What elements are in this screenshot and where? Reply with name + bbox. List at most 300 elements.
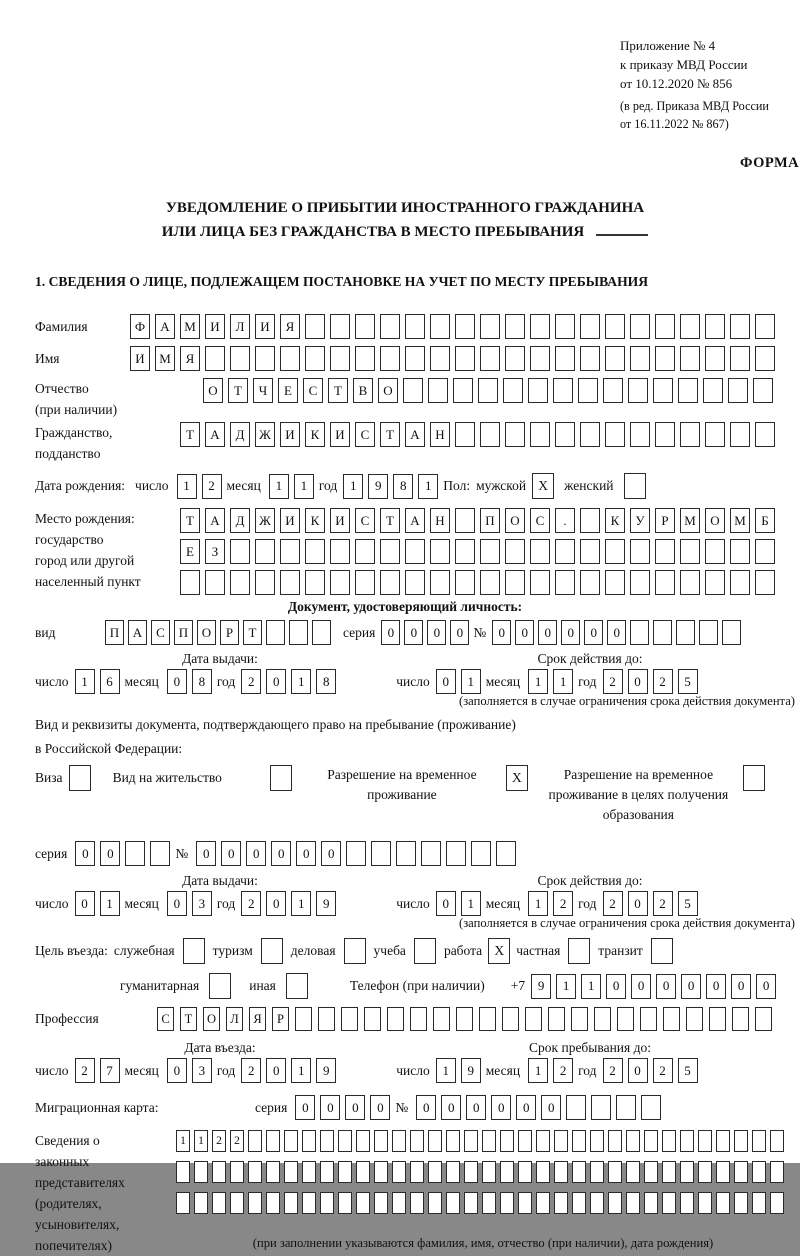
birth-year-input[interactable] xyxy=(343,474,443,499)
doc-issue-day[interactable] xyxy=(75,669,125,694)
char-cell[interactable] xyxy=(518,1161,532,1183)
char-cell[interactable] xyxy=(405,314,425,339)
char-cell[interactable]: 0 xyxy=(167,1058,187,1083)
char-cell[interactable]: 0 xyxy=(381,620,400,645)
char-cell[interactable]: 0 xyxy=(427,620,446,645)
char-cell[interactable] xyxy=(455,570,475,595)
char-cell[interactable] xyxy=(655,570,675,595)
char-cell[interactable] xyxy=(705,422,725,447)
char-cell[interactable] xyxy=(230,1192,244,1214)
char-cell[interactable] xyxy=(410,1130,424,1152)
char-cell[interactable] xyxy=(455,508,475,533)
purpose-tourism-checkbox[interactable] xyxy=(261,938,283,964)
char-cell[interactable] xyxy=(410,1161,424,1183)
char-cell[interactable]: Т xyxy=(243,620,262,645)
char-cell[interactable] xyxy=(548,1007,565,1031)
char-cell[interactable] xyxy=(230,1161,244,1183)
entry-day[interactable] xyxy=(75,1058,125,1083)
char-cell[interactable]: 0 xyxy=(436,891,456,916)
char-cell[interactable]: 1 xyxy=(269,474,289,499)
char-cell[interactable]: 1 xyxy=(176,1130,190,1152)
char-cell[interactable] xyxy=(555,346,575,371)
char-cell[interactable] xyxy=(518,1192,532,1214)
char-cell[interactable] xyxy=(338,1192,352,1214)
char-cell[interactable]: Р xyxy=(655,508,675,533)
char-cell[interactable]: М xyxy=(155,346,175,371)
char-cell[interactable]: 2 xyxy=(603,1058,623,1083)
char-cell[interactable] xyxy=(554,1130,568,1152)
char-cell[interactable]: З xyxy=(205,539,225,564)
residence-number-input[interactable] xyxy=(196,841,521,866)
char-cell[interactable] xyxy=(380,346,400,371)
char-cell[interactable] xyxy=(678,378,698,403)
char-cell[interactable] xyxy=(680,1161,694,1183)
char-cell[interactable] xyxy=(528,378,548,403)
char-cell[interactable]: Я xyxy=(249,1007,266,1031)
char-cell[interactable]: 2 xyxy=(553,891,573,916)
char-cell[interactable]: В xyxy=(353,378,373,403)
representatives-row2-input[interactable] xyxy=(176,1161,790,1183)
residence-expiry-month[interactable] xyxy=(528,891,578,916)
char-cell[interactable] xyxy=(603,378,623,403)
char-cell[interactable] xyxy=(318,1007,335,1031)
char-cell[interactable] xyxy=(455,422,475,447)
purpose-study-checkbox[interactable] xyxy=(414,938,436,964)
char-cell[interactable] xyxy=(230,346,250,371)
char-cell[interactable]: 1 xyxy=(291,669,311,694)
char-cell[interactable] xyxy=(536,1192,550,1214)
char-cell[interactable]: 0 xyxy=(628,669,648,694)
visa-checkbox[interactable] xyxy=(69,765,91,791)
char-cell[interactable] xyxy=(410,1192,424,1214)
char-cell[interactable] xyxy=(266,1161,280,1183)
char-cell[interactable] xyxy=(630,346,650,371)
char-cell[interactable]: Т xyxy=(380,508,400,533)
representatives-row1-input[interactable] xyxy=(176,1130,790,1152)
char-cell[interactable]: 1 xyxy=(75,669,95,694)
char-cell[interactable] xyxy=(605,570,625,595)
char-cell[interactable] xyxy=(405,570,425,595)
char-cell[interactable]: 1 xyxy=(194,1130,208,1152)
purpose-other-checkbox[interactable] xyxy=(286,973,308,999)
char-cell[interactable] xyxy=(626,1161,640,1183)
char-cell[interactable] xyxy=(355,314,375,339)
char-cell[interactable] xyxy=(212,1161,226,1183)
char-cell[interactable] xyxy=(302,1192,316,1214)
char-cell[interactable] xyxy=(482,1192,496,1214)
birth-day-input[interactable] xyxy=(177,474,227,499)
char-cell[interactable] xyxy=(405,539,425,564)
char-cell[interactable]: 7 xyxy=(100,1058,120,1083)
char-cell[interactable]: 0 xyxy=(196,841,216,866)
char-cell[interactable] xyxy=(305,570,325,595)
char-cell[interactable] xyxy=(640,1007,657,1031)
char-cell[interactable] xyxy=(150,841,170,866)
birth-place-row1-input[interactable] xyxy=(180,508,780,533)
char-cell[interactable] xyxy=(500,1161,514,1183)
char-cell[interactable] xyxy=(380,570,400,595)
char-cell[interactable] xyxy=(594,1007,611,1031)
char-cell[interactable] xyxy=(421,841,441,866)
char-cell[interactable]: Н xyxy=(430,508,450,533)
representatives-row3-input[interactable] xyxy=(176,1192,790,1214)
char-cell[interactable] xyxy=(755,1007,772,1031)
char-cell[interactable] xyxy=(480,314,500,339)
char-cell[interactable]: 0 xyxy=(167,891,187,916)
char-cell[interactable] xyxy=(305,314,325,339)
char-cell[interactable] xyxy=(446,1192,460,1214)
char-cell[interactable] xyxy=(280,539,300,564)
char-cell[interactable] xyxy=(699,620,718,645)
char-cell[interactable] xyxy=(230,539,250,564)
char-cell[interactable] xyxy=(755,346,775,371)
char-cell[interactable] xyxy=(464,1161,478,1183)
char-cell[interactable]: 2 xyxy=(653,891,673,916)
char-cell[interactable] xyxy=(616,1095,636,1120)
char-cell[interactable]: А xyxy=(405,422,425,447)
char-cell[interactable]: Ж xyxy=(255,508,275,533)
char-cell[interactable] xyxy=(680,570,700,595)
char-cell[interactable]: Я xyxy=(180,346,200,371)
char-cell[interactable] xyxy=(433,1007,450,1031)
char-cell[interactable] xyxy=(580,539,600,564)
char-cell[interactable] xyxy=(125,841,145,866)
char-cell[interactable] xyxy=(330,570,350,595)
char-cell[interactable] xyxy=(705,346,725,371)
residence-expiry-year[interactable] xyxy=(603,891,703,916)
char-cell[interactable] xyxy=(752,1192,766,1214)
char-cell[interactable] xyxy=(374,1192,388,1214)
residence-issue-month[interactable] xyxy=(167,891,217,916)
char-cell[interactable] xyxy=(305,539,325,564)
residence-issue-day[interactable] xyxy=(75,891,125,916)
char-cell[interactable] xyxy=(330,539,350,564)
char-cell[interactable] xyxy=(536,1161,550,1183)
char-cell[interactable]: 9 xyxy=(368,474,388,499)
char-cell[interactable] xyxy=(355,539,375,564)
char-cell[interactable] xyxy=(464,1130,478,1152)
char-cell[interactable] xyxy=(295,1007,312,1031)
char-cell[interactable]: М xyxy=(680,508,700,533)
char-cell[interactable] xyxy=(605,314,625,339)
char-cell[interactable] xyxy=(580,422,600,447)
char-cell[interactable]: 1 xyxy=(294,474,314,499)
char-cell[interactable] xyxy=(205,570,225,595)
char-cell[interactable] xyxy=(572,1130,586,1152)
char-cell[interactable]: 0 xyxy=(681,974,701,999)
char-cell[interactable]: 1 xyxy=(100,891,120,916)
char-cell[interactable]: 5 xyxy=(678,891,698,916)
char-cell[interactable]: С xyxy=(157,1007,174,1031)
char-cell[interactable] xyxy=(248,1192,262,1214)
char-cell[interactable] xyxy=(655,346,675,371)
char-cell[interactable] xyxy=(464,1192,478,1214)
char-cell[interactable] xyxy=(330,314,350,339)
char-cell[interactable]: Р xyxy=(272,1007,289,1031)
char-cell[interactable]: 1 xyxy=(343,474,363,499)
char-cell[interactable] xyxy=(641,1095,661,1120)
stay-month[interactable] xyxy=(528,1058,578,1083)
char-cell[interactable] xyxy=(428,1130,442,1152)
char-cell[interactable]: Е xyxy=(278,378,298,403)
char-cell[interactable]: С xyxy=(151,620,170,645)
char-cell[interactable]: 0 xyxy=(221,841,241,866)
birth-place-row3-input[interactable] xyxy=(180,570,780,595)
char-cell[interactable] xyxy=(554,1192,568,1214)
char-cell[interactable] xyxy=(387,1007,404,1031)
char-cell[interactable] xyxy=(580,314,600,339)
char-cell[interactable]: С xyxy=(355,508,375,533)
char-cell[interactable] xyxy=(734,1161,748,1183)
char-cell[interactable]: У xyxy=(630,508,650,533)
char-cell[interactable]: Е xyxy=(180,539,200,564)
char-cell[interactable]: 0 xyxy=(321,841,341,866)
char-cell[interactable]: 0 xyxy=(538,620,557,645)
char-cell[interactable]: 1 xyxy=(528,669,548,694)
temp-residence-edu-checkbox[interactable] xyxy=(743,765,765,791)
char-cell[interactable]: 2 xyxy=(241,891,261,916)
char-cell[interactable] xyxy=(289,620,308,645)
char-cell[interactable] xyxy=(355,570,375,595)
char-cell[interactable]: 0 xyxy=(295,1095,315,1120)
char-cell[interactable]: . xyxy=(555,508,575,533)
char-cell[interactable]: О xyxy=(505,508,525,533)
char-cell[interactable]: 0 xyxy=(656,974,676,999)
char-cell[interactable]: Т xyxy=(328,378,348,403)
char-cell[interactable] xyxy=(500,1192,514,1214)
char-cell[interactable] xyxy=(405,346,425,371)
char-cell[interactable] xyxy=(662,1192,676,1214)
char-cell[interactable] xyxy=(255,539,275,564)
char-cell[interactable] xyxy=(578,378,598,403)
char-cell[interactable] xyxy=(644,1130,658,1152)
char-cell[interactable] xyxy=(194,1161,208,1183)
char-cell[interactable] xyxy=(356,1161,370,1183)
char-cell[interactable] xyxy=(480,570,500,595)
char-cell[interactable]: О xyxy=(197,620,216,645)
char-cell[interactable] xyxy=(320,1161,334,1183)
char-cell[interactable]: Д xyxy=(230,422,250,447)
char-cell[interactable] xyxy=(571,1007,588,1031)
char-cell[interactable]: Ф xyxy=(130,314,150,339)
char-cell[interactable] xyxy=(284,1130,298,1152)
char-cell[interactable]: Т xyxy=(380,422,400,447)
char-cell[interactable]: 1 xyxy=(553,669,573,694)
char-cell[interactable] xyxy=(530,570,550,595)
char-cell[interactable] xyxy=(505,539,525,564)
char-cell[interactable]: 0 xyxy=(731,974,751,999)
residence-permit-checkbox[interactable] xyxy=(270,765,292,791)
char-cell[interactable]: М xyxy=(730,508,750,533)
char-cell[interactable]: О xyxy=(203,378,223,403)
char-cell[interactable] xyxy=(653,620,672,645)
char-cell[interactable]: К xyxy=(305,508,325,533)
char-cell[interactable] xyxy=(356,1130,370,1152)
char-cell[interactable] xyxy=(479,1007,496,1031)
char-cell[interactable] xyxy=(572,1161,586,1183)
char-cell[interactable] xyxy=(698,1161,712,1183)
char-cell[interactable]: 0 xyxy=(404,620,423,645)
char-cell[interactable] xyxy=(446,1130,460,1152)
char-cell[interactable] xyxy=(505,570,525,595)
char-cell[interactable] xyxy=(374,1161,388,1183)
char-cell[interactable] xyxy=(455,346,475,371)
char-cell[interactable] xyxy=(371,841,391,866)
char-cell[interactable]: И xyxy=(205,314,225,339)
patronymic-input[interactable] xyxy=(203,378,778,403)
char-cell[interactable] xyxy=(320,1192,334,1214)
char-cell[interactable] xyxy=(730,539,750,564)
char-cell[interactable]: 0 xyxy=(75,891,95,916)
char-cell[interactable] xyxy=(676,620,695,645)
char-cell[interactable] xyxy=(703,378,723,403)
char-cell[interactable]: Т xyxy=(228,378,248,403)
stay-day[interactable] xyxy=(436,1058,486,1083)
char-cell[interactable]: 0 xyxy=(266,669,286,694)
char-cell[interactable]: И xyxy=(280,422,300,447)
char-cell[interactable]: 0 xyxy=(756,974,776,999)
char-cell[interactable]: П xyxy=(105,620,124,645)
char-cell[interactable] xyxy=(255,346,275,371)
char-cell[interactable] xyxy=(680,422,700,447)
char-cell[interactable] xyxy=(341,1007,358,1031)
purpose-business-checkbox[interactable] xyxy=(344,938,366,964)
char-cell[interactable] xyxy=(505,314,525,339)
char-cell[interactable]: 0 xyxy=(628,891,648,916)
char-cell[interactable] xyxy=(320,1130,334,1152)
char-cell[interactable] xyxy=(456,1007,473,1031)
char-cell[interactable] xyxy=(428,1192,442,1214)
char-cell[interactable] xyxy=(364,1007,381,1031)
char-cell[interactable]: Б xyxy=(755,508,775,533)
char-cell[interactable] xyxy=(266,620,285,645)
entry-month[interactable] xyxy=(167,1058,217,1083)
char-cell[interactable] xyxy=(496,841,516,866)
char-cell[interactable] xyxy=(591,1095,611,1120)
char-cell[interactable] xyxy=(580,508,600,533)
stay-year[interactable] xyxy=(603,1058,703,1083)
char-cell[interactable]: А xyxy=(128,620,147,645)
char-cell[interactable] xyxy=(705,539,725,564)
char-cell[interactable]: 0 xyxy=(266,891,286,916)
char-cell[interactable]: 2 xyxy=(553,1058,573,1083)
char-cell[interactable]: 8 xyxy=(393,474,413,499)
purpose-private-checkbox[interactable] xyxy=(568,938,590,964)
char-cell[interactable]: С xyxy=(303,378,323,403)
char-cell[interactable]: Ж xyxy=(255,422,275,447)
char-cell[interactable]: Д xyxy=(230,508,250,533)
char-cell[interactable]: Я xyxy=(280,314,300,339)
char-cell[interactable] xyxy=(430,346,450,371)
char-cell[interactable]: 0 xyxy=(606,974,626,999)
char-cell[interactable]: П xyxy=(174,620,193,645)
char-cell[interactable] xyxy=(722,620,741,645)
char-cell[interactable]: 0 xyxy=(75,841,95,866)
char-cell[interactable] xyxy=(338,1161,352,1183)
char-cell[interactable]: И xyxy=(280,508,300,533)
char-cell[interactable] xyxy=(734,1130,748,1152)
char-cell[interactable]: О xyxy=(705,508,725,533)
char-cell[interactable] xyxy=(403,378,423,403)
char-cell[interactable]: 9 xyxy=(316,1058,336,1083)
char-cell[interactable] xyxy=(644,1192,658,1214)
char-cell[interactable] xyxy=(346,841,366,866)
residence-issue-year[interactable] xyxy=(241,891,341,916)
birth-month-input[interactable] xyxy=(269,474,319,499)
char-cell[interactable] xyxy=(380,314,400,339)
char-cell[interactable] xyxy=(284,1161,298,1183)
doc-issue-month[interactable] xyxy=(167,669,217,694)
char-cell[interactable] xyxy=(555,422,575,447)
char-cell[interactable]: К xyxy=(605,508,625,533)
char-cell[interactable] xyxy=(176,1161,190,1183)
residence-expiry-day[interactable] xyxy=(436,891,486,916)
char-cell[interactable] xyxy=(572,1192,586,1214)
char-cell[interactable] xyxy=(555,314,575,339)
char-cell[interactable]: 2 xyxy=(75,1058,95,1083)
char-cell[interactable]: 9 xyxy=(316,891,336,916)
char-cell[interactable] xyxy=(605,539,625,564)
char-cell[interactable] xyxy=(755,570,775,595)
char-cell[interactable] xyxy=(530,422,550,447)
char-cell[interactable] xyxy=(194,1192,208,1214)
char-cell[interactable] xyxy=(480,539,500,564)
char-cell[interactable] xyxy=(410,1007,427,1031)
char-cell[interactable]: 1 xyxy=(461,891,481,916)
char-cell[interactable] xyxy=(730,570,750,595)
residence-series-input[interactable] xyxy=(75,841,175,866)
char-cell[interactable]: 2 xyxy=(202,474,222,499)
char-cell[interactable]: С xyxy=(530,508,550,533)
char-cell[interactable]: 0 xyxy=(584,620,603,645)
char-cell[interactable]: 2 xyxy=(230,1130,244,1152)
char-cell[interactable]: 1 xyxy=(528,1058,548,1083)
char-cell[interactable]: 2 xyxy=(653,669,673,694)
char-cell[interactable]: А xyxy=(205,508,225,533)
char-cell[interactable] xyxy=(430,314,450,339)
doc-number-input[interactable] xyxy=(492,620,745,645)
doc-expiry-day[interactable] xyxy=(436,669,486,694)
char-cell[interactable] xyxy=(302,1161,316,1183)
char-cell[interactable] xyxy=(709,1007,726,1031)
char-cell[interactable] xyxy=(728,378,748,403)
char-cell[interactable] xyxy=(446,841,466,866)
char-cell[interactable] xyxy=(518,1130,532,1152)
char-cell[interactable]: 1 xyxy=(436,1058,456,1083)
char-cell[interactable]: 0 xyxy=(436,669,456,694)
char-cell[interactable] xyxy=(770,1130,784,1152)
char-cell[interactable]: 2 xyxy=(603,891,623,916)
char-cell[interactable]: Л xyxy=(230,314,250,339)
char-cell[interactable] xyxy=(312,620,331,645)
purpose-official-checkbox[interactable] xyxy=(183,938,205,964)
char-cell[interactable] xyxy=(605,422,625,447)
char-cell[interactable]: 0 xyxy=(345,1095,365,1120)
doc-issue-year[interactable] xyxy=(241,669,341,694)
char-cell[interactable] xyxy=(686,1007,703,1031)
char-cell[interactable] xyxy=(455,539,475,564)
char-cell[interactable] xyxy=(284,1192,298,1214)
char-cell[interactable]: 0 xyxy=(491,1095,511,1120)
char-cell[interactable] xyxy=(580,346,600,371)
char-cell[interactable] xyxy=(392,1161,406,1183)
char-cell[interactable] xyxy=(280,346,300,371)
char-cell[interactable]: 0 xyxy=(631,974,651,999)
char-cell[interactable] xyxy=(732,1007,749,1031)
char-cell[interactable] xyxy=(430,570,450,595)
char-cell[interactable] xyxy=(248,1130,262,1152)
char-cell[interactable] xyxy=(655,422,675,447)
